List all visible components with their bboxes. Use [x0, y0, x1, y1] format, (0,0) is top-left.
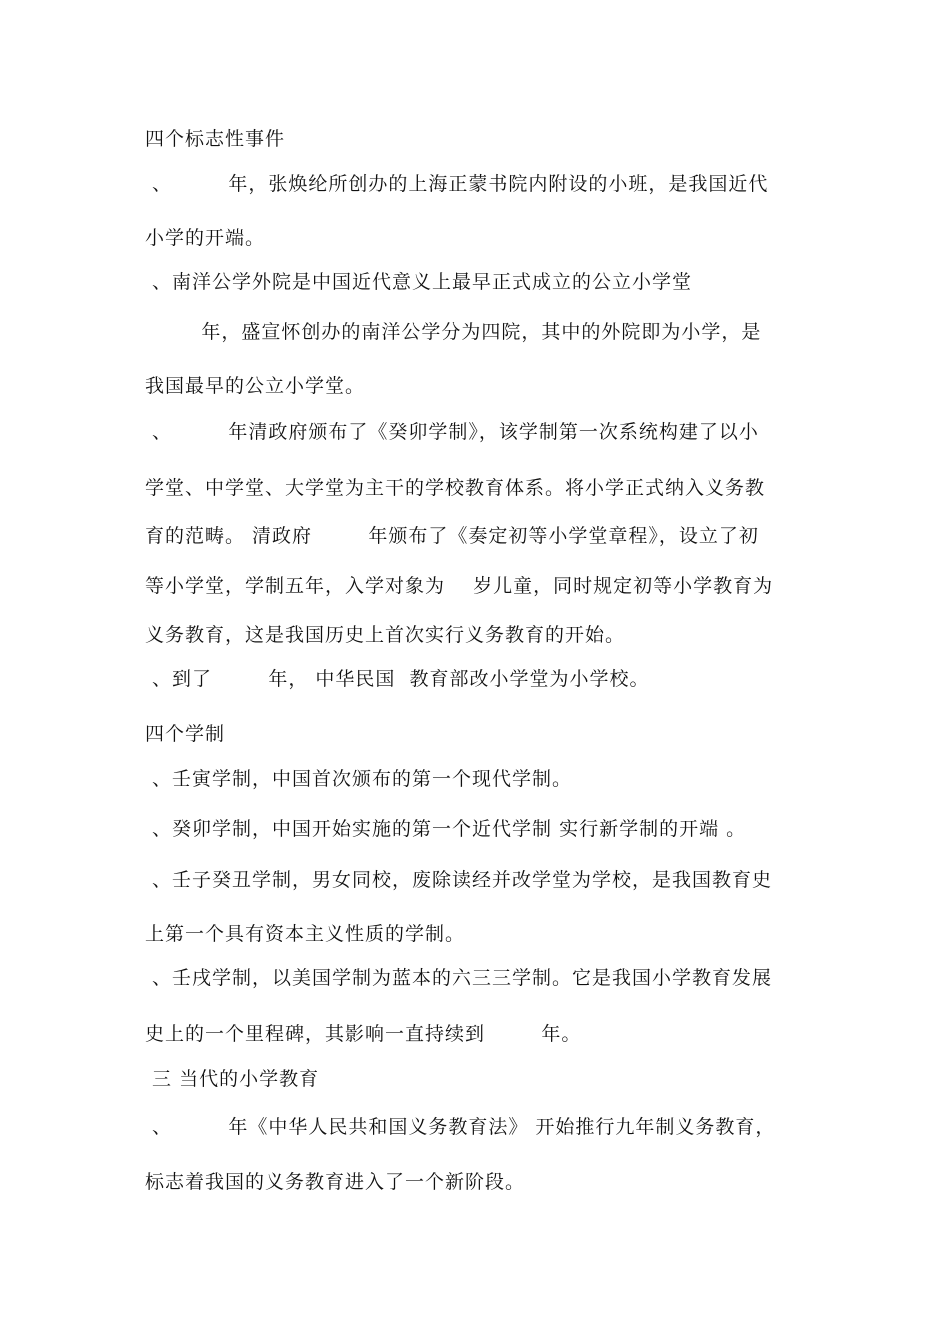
- paragraph-line: 史上的一个里程碑，其影响一直持续到 年。: [145, 1023, 582, 1045]
- heading-four-events: 四个标志性事件: [145, 128, 286, 150]
- paragraph-line: 、南洋公学外院是中国近代意义上最早正式成立的公立小学堂: [145, 271, 693, 293]
- paragraph-line: 、壬戌学制，以美国学制为蓝本的六三三学制。它是我国小学教育发展: [145, 967, 773, 989]
- paragraph-line: 年，盛宣怀创办的南洋公学分为四院，其中的外院即为小学，是: [145, 321, 762, 343]
- paragraph-line: 、壬寅学制，中国首次颁布的第一个现代学制。: [145, 768, 573, 790]
- paragraph-line: 学堂、中学堂、大学堂为主干的学校教育体系。将小学正式纳入义务教: [145, 477, 766, 499]
- paragraph-line: 育的范畴。 清政府 年颁布了《奏定初等小学堂章程》，设立了初: [145, 525, 759, 547]
- paragraph-line: 小学的开端。: [145, 227, 266, 249]
- paragraph-line: 标志着我国的义务教育进入了一个新阶段。: [145, 1171, 526, 1193]
- paragraph-line: 、到了 年， 中华民国 教育部改小学堂为小学校。: [145, 668, 650, 690]
- paragraph-line: 上第一个具有资本主义性质的学制。: [145, 923, 466, 945]
- paragraph-line: 、 年清政府颁布了《癸卯学制》，该学制第一次系统构建了以小: [145, 421, 759, 443]
- heading-contemporary: 三 当代的小学教育: [145, 1068, 320, 1090]
- paragraph-line: 、壬子癸丑学制，男女同校，废除读经并改学堂为学校，是我国教育史: [145, 869, 773, 891]
- paragraph-line: 、 年，张焕纶所创办的上海正蒙书院内附设的小班，是我国近代: [145, 173, 769, 195]
- heading-four-systems: 四个学制: [145, 723, 226, 745]
- paragraph-line: 我国最早的公立小学堂。: [145, 375, 366, 397]
- paragraph-line: 义务教育，这是我国历史上首次实行义务教育的开始。: [145, 624, 626, 646]
- paragraph-line: 、癸卯学制，中国开始实施的第一个近代学制 实行新学制的开端 。: [145, 818, 747, 840]
- paragraph-line: 、 年《中华人民共和国义务教育法》 开始推行九年制义务教育，: [145, 1116, 776, 1138]
- paragraph-line: 等小学堂，学制五年，入学对象为 岁儿童，同时规定初等小学教育为: [145, 575, 774, 597]
